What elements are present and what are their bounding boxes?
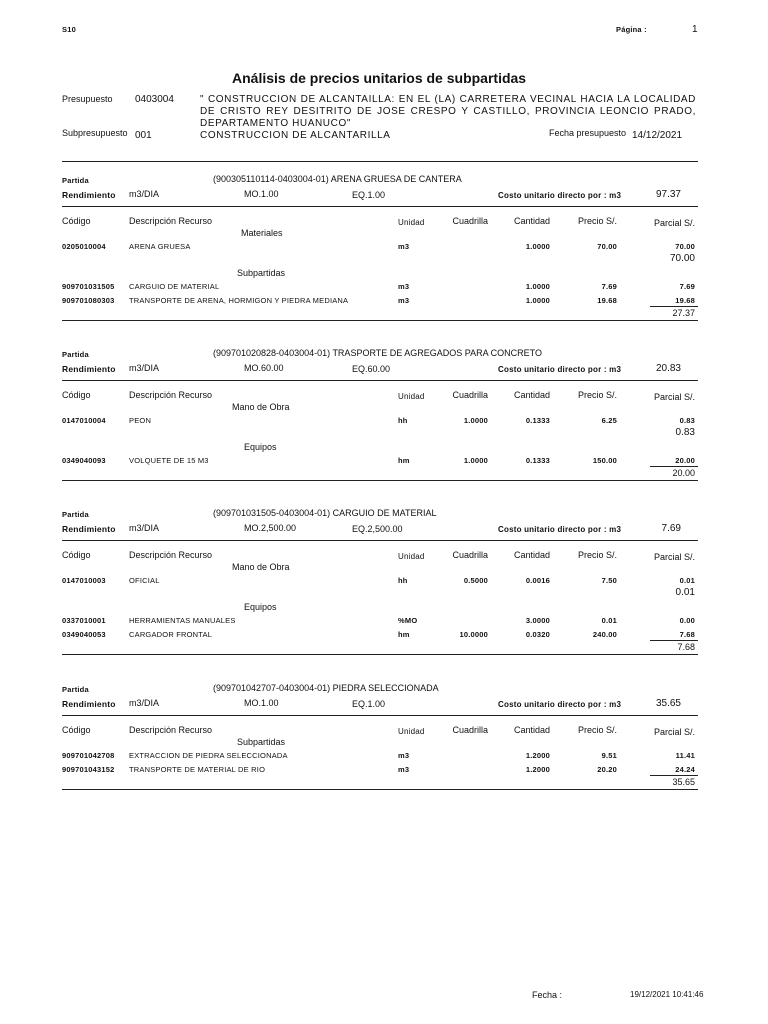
row-precio: 240.00: [592, 630, 617, 639]
block-divider: [62, 715, 698, 716]
row-cantidad: 3.0000: [525, 616, 550, 625]
row-codigo: 909701080303: [62, 296, 115, 305]
eq-value: EQ.1.00: [352, 699, 386, 709]
row-cantidad: 1.0000: [525, 242, 550, 251]
row-descripcion: CARGUIO DE MATERIAL: [129, 282, 220, 291]
col-unidad: Unidad: [398, 218, 425, 227]
presupuesto-label: Presupuesto: [62, 94, 113, 104]
footer-fecha-value: 19/12/2021 10:41:46: [630, 990, 704, 999]
row-codigo: 0205010004: [62, 242, 106, 251]
table-row: [0, 242, 768, 252]
row-precio: 150.00: [592, 456, 617, 465]
row-unidad: hh: [398, 416, 408, 425]
header-divider: [62, 161, 698, 162]
group-subtotal: 0.01: [675, 587, 695, 598]
row-unidad: hm: [398, 630, 410, 639]
partida-title: (909701031505-0403004-01) CARGUIO DE MATERIAL: [213, 508, 437, 518]
col-descripcion: Descripción Recurso: [129, 390, 213, 400]
row-descripcion: TRANSPORTE DE MATERIAL DE RIO: [129, 765, 266, 774]
costo-unitario-value: 97.37: [655, 189, 681, 200]
col-cuadrilla: Cuadrilla: [452, 550, 488, 560]
fecha-presupuesto-value: 14/12/2021: [632, 130, 683, 141]
presupuesto-code: 0403004: [135, 94, 174, 105]
mo-value: MO.2,500.00: [244, 523, 297, 533]
row-precio: 6.25: [601, 416, 617, 425]
row-cantidad: 0.0016: [525, 576, 550, 585]
mo-value: MO.1.00: [244, 189, 279, 199]
partida-total: 35.65: [672, 777, 695, 787]
row-unidad: m3: [398, 296, 410, 305]
row-precio: 0.01: [601, 616, 617, 625]
row-cuadrilla: 1.0000: [463, 416, 488, 425]
col-cantidad: Cantidad: [513, 216, 550, 226]
col-cantidad: Cantidad: [513, 390, 550, 400]
col-precio: Precio S/.: [577, 216, 617, 226]
row-cantidad: 1.2000: [525, 765, 550, 774]
row-codigo: 909701042708: [62, 751, 115, 760]
costo-unitario-label: Costo unitario directo por : m3: [498, 365, 622, 374]
table-row: [0, 616, 768, 626]
row-unidad: hh: [398, 576, 408, 585]
rendimiento-label: Rendimiento: [62, 190, 116, 200]
partida-label: Partida: [62, 350, 89, 359]
subpresupuesto-code: 001: [135, 130, 152, 141]
col-descripcion: Descripción Recurso: [129, 725, 213, 735]
row-descripcion: PEON: [129, 416, 152, 425]
rendimiento-label: Rendimiento: [62, 699, 116, 709]
row-parcial: 24.24: [675, 765, 695, 774]
row-parcial: 70.00: [675, 242, 695, 251]
row-descripcion: VOLQUETE DE 15 M3: [129, 456, 209, 465]
table-row: [0, 296, 768, 306]
eq-value: EQ.60.00: [352, 364, 391, 374]
col-codigo: Código: [62, 550, 91, 560]
subpresupuesto-label: Subpresupuesto: [62, 128, 128, 138]
total-rule: [650, 466, 698, 467]
table-row: [0, 282, 768, 292]
group-title: Mano de Obra: [232, 562, 290, 572]
row-codigo: 909701031505: [62, 282, 115, 291]
total-rule: [650, 306, 698, 307]
rendimiento-label: Rendimiento: [62, 364, 116, 374]
row-codigo: 0147010003: [62, 576, 106, 585]
eq-value: EQ.2,500.00: [352, 524, 403, 534]
system-code: S10: [62, 25, 76, 34]
row-precio: 7.50: [601, 576, 617, 585]
row-codigo: 0147010004: [62, 416, 106, 425]
table-row: [0, 456, 768, 466]
block-divider: [62, 380, 698, 381]
row-codigo: 0349040093: [62, 456, 106, 465]
col-unidad: Unidad: [398, 392, 425, 401]
row-unidad: hm: [398, 456, 410, 465]
rendimiento-unit: m3/DIA: [129, 698, 160, 708]
table-row: [0, 751, 768, 761]
row-descripcion: EXTRACCION DE PIEDRA SELECCIONADA: [129, 751, 288, 760]
row-parcial: 11.41: [675, 751, 695, 760]
row-cantidad: 1.0000: [525, 296, 550, 305]
row-precio: 20.20: [597, 765, 617, 774]
row-unidad: m3: [398, 242, 410, 251]
partida-title: (900305110114-0403004-01) ARENA GRUESA DE CANTERA: [213, 174, 462, 184]
row-parcial: 7.69: [679, 282, 695, 291]
col-unidad: Unidad: [398, 727, 425, 736]
row-parcial: 19.68: [675, 296, 695, 305]
costo-unitario-value: 7.69: [661, 523, 681, 534]
row-codigo: 0349040053: [62, 630, 106, 639]
row-parcial: 0.83: [679, 416, 695, 425]
costo-unitario-label: Costo unitario directo por : m3: [498, 191, 622, 200]
row-unidad: m3: [398, 282, 410, 291]
row-unidad: m3: [398, 765, 410, 774]
row-parcial: 0.01: [679, 576, 695, 585]
block-bottom-divider: [62, 320, 698, 321]
presupuesto-description: " CONSTRUCCION DE ALCANTAILLA: EN EL (LA) CARRETERA VECINAL HACIA LA LOCALIDAD DE CRISTO REY DESITRITO DE JOSE CRESPO Y CASTILLO, PROVINCIA LEONCIO PRADO, DEPARTAMENTO HUANUCO": [200, 94, 696, 129]
table-row: [0, 765, 768, 775]
page-label: Página :: [616, 25, 647, 34]
col-unidad: Unidad: [398, 552, 425, 561]
col-codigo: Código: [62, 725, 91, 735]
partida-label: Partida: [62, 685, 89, 694]
group-title: Subpartidas: [237, 268, 286, 278]
rendimiento-label: Rendimiento: [62, 524, 116, 534]
row-descripcion: ARENA GRUESA: [129, 242, 191, 251]
row-descripcion: HERRAMIENTAS MANUALES: [129, 616, 236, 625]
page-title: Análisis de precios unitarios de subpartidas: [232, 70, 527, 86]
group-title: Mano de Obra: [232, 402, 290, 412]
row-unidad: m3: [398, 751, 410, 760]
row-cantidad: 0.1333: [525, 416, 550, 425]
costo-unitario-value: 20.83: [655, 363, 681, 374]
partida-label: Partida: [62, 510, 89, 519]
row-codigo: 0337010001: [62, 616, 106, 625]
block-bottom-divider: [62, 789, 698, 790]
col-precio: Precio S/.: [577, 725, 617, 735]
row-precio: 7.69: [601, 282, 617, 291]
col-cantidad: Cantidad: [513, 550, 550, 560]
col-precio: Precio S/.: [577, 550, 617, 560]
row-cuadrilla: 10.0000: [459, 630, 488, 639]
mo-value: MO.1.00: [244, 698, 279, 708]
col-parcial: Parcial S/.: [653, 218, 695, 228]
row-cuadrilla: 0.5000: [463, 576, 488, 585]
page-number: 1: [692, 24, 698, 35]
row-descripcion: TRANSPORTE DE ARENA, HORMIGON Y PIEDRA MEDIANA: [129, 296, 349, 305]
row-unidad: %MO: [398, 616, 418, 625]
costo-unitario-label: Costo unitario directo por : m3: [498, 700, 622, 709]
partida-title: (909701020828-0403004-01) TRASPORTE DE AGREGADOS PARA CONCRETO: [213, 348, 542, 358]
partida-total: 27.37: [672, 308, 695, 318]
fecha-presupuesto-label: Fecha presupuesto: [549, 128, 627, 138]
col-descripcion: Descripción Recurso: [129, 216, 213, 226]
row-precio: 70.00: [597, 242, 617, 251]
block-divider: [62, 540, 698, 541]
subpresupuesto-description: CONSTRUCCION DE ALCANTARILLA: [200, 130, 391, 141]
row-descripcion: OFICIAL: [129, 576, 160, 585]
col-cantidad: Cantidad: [513, 725, 550, 735]
col-codigo: Código: [62, 390, 91, 400]
col-parcial: Parcial S/.: [653, 727, 695, 737]
col-cuadrilla: Cuadrilla: [452, 390, 488, 400]
total-rule: [650, 775, 698, 776]
block-bottom-divider: [62, 480, 698, 481]
total-rule: [650, 640, 698, 641]
table-row: [0, 630, 768, 640]
row-parcial: 20.00: [675, 456, 695, 465]
footer-fecha-label: Fecha :: [532, 990, 563, 1000]
costo-unitario-value: 35.65: [655, 698, 681, 709]
block-bottom-divider: [62, 654, 698, 655]
col-descripcion: Descripción Recurso: [129, 550, 213, 560]
row-cantidad: 1.2000: [525, 751, 550, 760]
row-parcial: 7.68: [679, 630, 695, 639]
costo-unitario-label: Costo unitario directo por : m3: [498, 525, 622, 534]
col-parcial: Parcial S/.: [653, 552, 695, 562]
block-divider: [62, 206, 698, 207]
row-precio: 9.51: [601, 751, 617, 760]
col-cuadrilla: Cuadrilla: [452, 725, 488, 735]
row-cantidad: 0.1333: [525, 456, 550, 465]
col-cuadrilla: Cuadrilla: [452, 216, 488, 226]
partida-label: Partida: [62, 176, 89, 185]
table-row: [0, 416, 768, 426]
mo-value: MO.60.00: [244, 363, 284, 373]
rendimiento-unit: m3/DIA: [129, 363, 160, 373]
partida-total: 20.00: [672, 468, 695, 478]
eq-value: EQ.1.00: [352, 190, 386, 200]
partida-title: (909701042707-0403004-01) PIEDRA SELECCIONADA: [213, 683, 439, 693]
group-subtotal: 70.00: [669, 253, 695, 264]
group-title: Materiales: [241, 228, 283, 238]
group-subtotal: 0.83: [675, 427, 695, 438]
rendimiento-unit: m3/DIA: [129, 523, 160, 533]
rendimiento-unit: m3/DIA: [129, 189, 160, 199]
group-title: Equipos: [244, 602, 277, 612]
partida-total: 7.68: [677, 642, 695, 652]
table-row: [0, 576, 768, 586]
row-cuadrilla: 1.0000: [463, 456, 488, 465]
row-cantidad: 0.0320: [525, 630, 550, 639]
row-precio: 19.68: [597, 296, 617, 305]
col-codigo: Código: [62, 216, 91, 226]
group-title: Subpartidas: [237, 737, 286, 747]
group-title: Equipos: [244, 442, 277, 452]
row-cantidad: 1.0000: [525, 282, 550, 291]
row-descripcion: CARGADOR FRONTAL: [129, 630, 213, 639]
col-parcial: Parcial S/.: [653, 392, 695, 402]
row-codigo: 909701043152: [62, 765, 115, 774]
row-parcial: 0.00: [679, 616, 695, 625]
col-precio: Precio S/.: [577, 390, 617, 400]
